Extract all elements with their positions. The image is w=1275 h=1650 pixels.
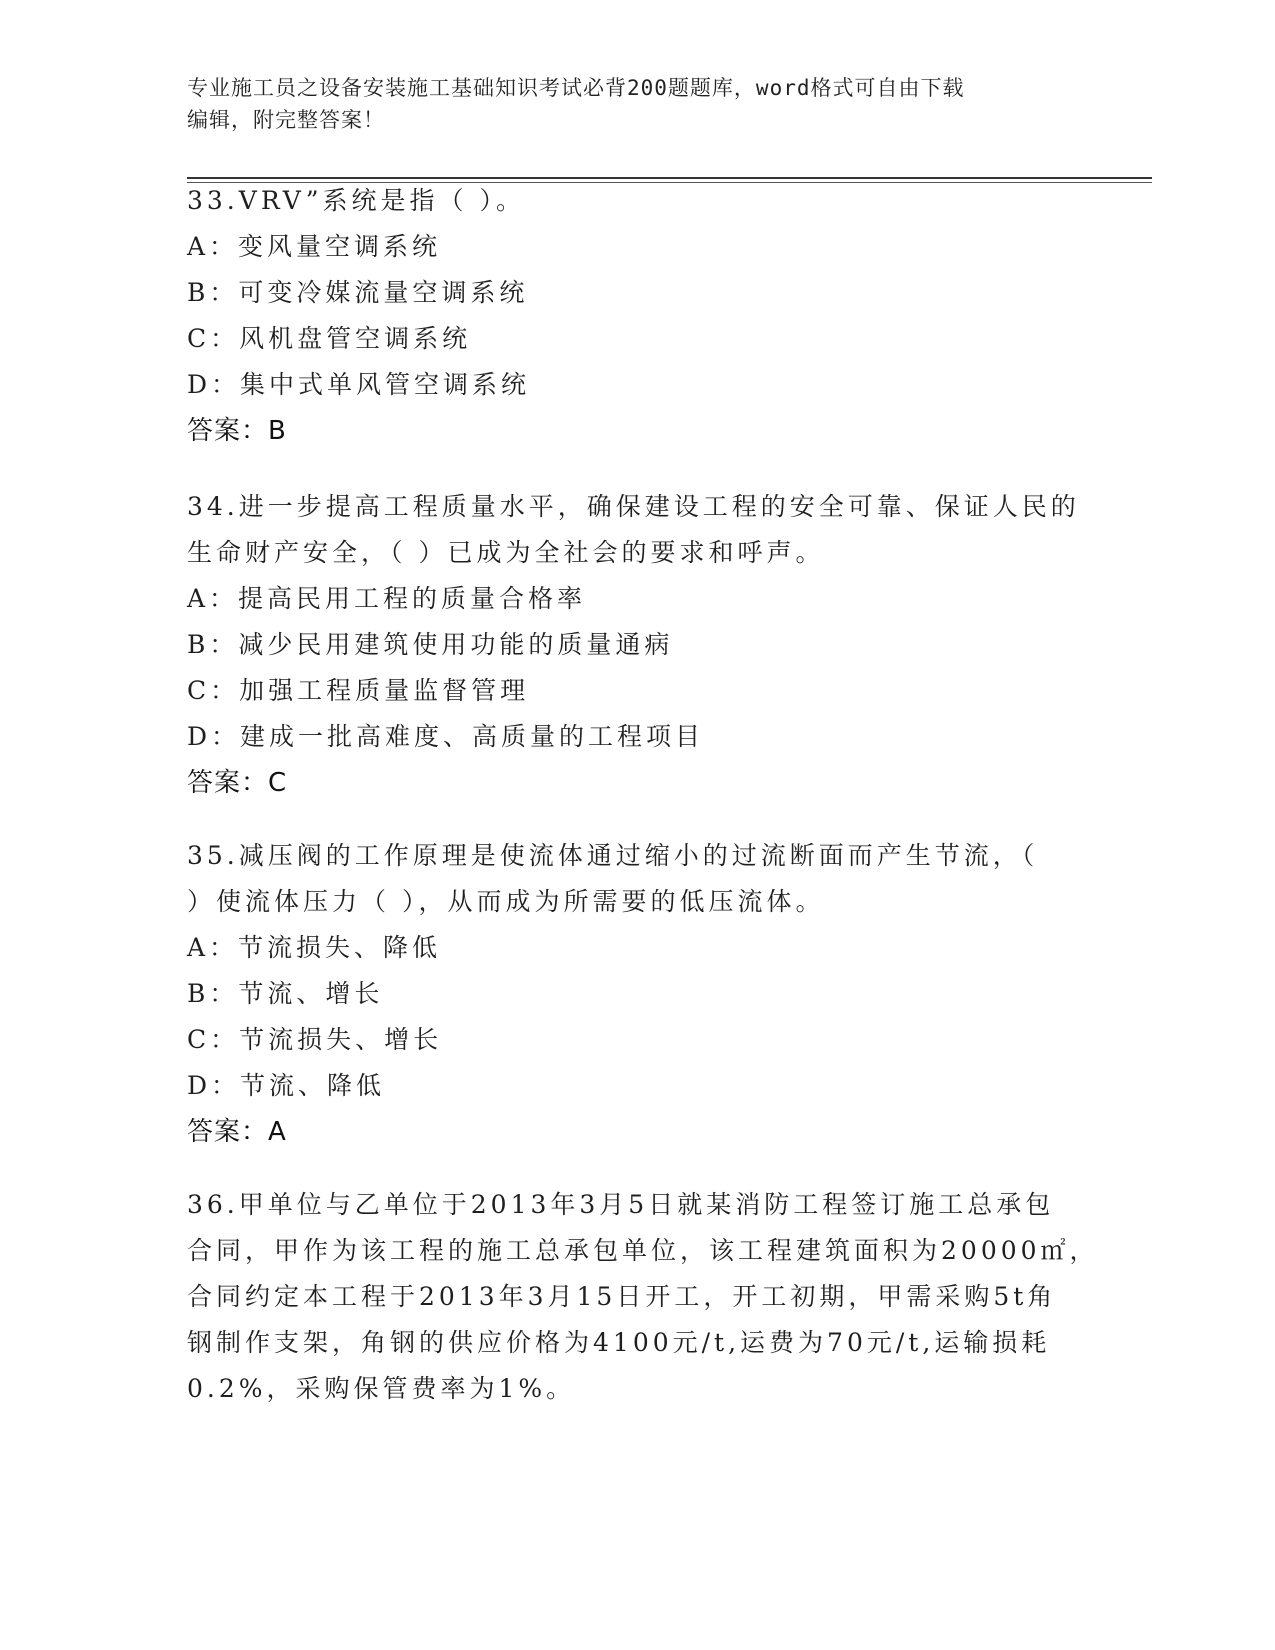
option-b: B：节流、增长 [187,979,384,1008]
answer: 答案：A [187,1117,287,1147]
question-34 [187,484,1087,806]
document-header [187,72,1067,136]
header-line-1: 专业施工员之设备安装施工基础知识考试必背200题题库，word格式可自由下载 [187,76,965,100]
question-35 [187,833,1087,1155]
question-36 [187,1182,1099,1412]
question-stem: 钢制作支架，角钢的供应价格为4100元/t,运费为70元/t,运输损耗 [187,1328,1051,1357]
question-stem: 生命财产安全，（ ）已成为全社会的要求和呼声。 [187,538,825,567]
question-stem: 34.进一步提高工程质量水平，确保建设工程的安全可靠、保证人民的 [187,492,1080,521]
option-b: B：减少民用建筑使用功能的质量通病 [187,630,674,659]
question-stem: ）使流体压力（ ），从而成为所需要的低压流体。 [187,887,825,916]
option-c: C：节流损失、增长 [187,1025,443,1054]
answer: 答案：C [187,768,288,798]
question-stem: 合同约定本工程于2013年3月15日开工，开工初期，甲需采购5t角 [187,1282,1057,1311]
option-d: D：节流、降低 [187,1071,386,1100]
question-stem: 合同，甲作为该工程的施工总承包单位，该工程建筑面积为20000㎡， [187,1236,1099,1265]
header-line-2: 编辑，附完整答案！ [187,108,385,132]
option-c: C：风机盘管空调系统 [187,324,472,353]
option-d: D：建成一批高难度、高质量的工程项目 [187,722,705,751]
option-b: B：可变冷媒流量空调系统 [187,278,529,307]
question-stem: 36.甲单位与乙单位于2013年3月5日就某消防工程签订施工总承包 [187,1190,1055,1219]
question-stem: 0.2%，采购保管费率为1%。 [187,1374,576,1403]
question-33 [187,178,1087,454]
option-a: A：变风量空调系统 [187,232,442,261]
answer: 答案：B [187,416,287,446]
question-stem: 35.减压阀的工作原理是使流体通过缩小的过流断面而产生节流，（ [187,841,1039,870]
option-d: D：集中式单风管空调系统 [187,370,531,399]
question-stem: 33.VRV”系统是指（ ）。 [187,186,525,215]
option-a: A：节流损失、降低 [187,933,442,962]
option-c: C：加强工程质量监督管理 [187,676,530,705]
option-a: A：提高民用工程的质量合格率 [187,584,587,613]
